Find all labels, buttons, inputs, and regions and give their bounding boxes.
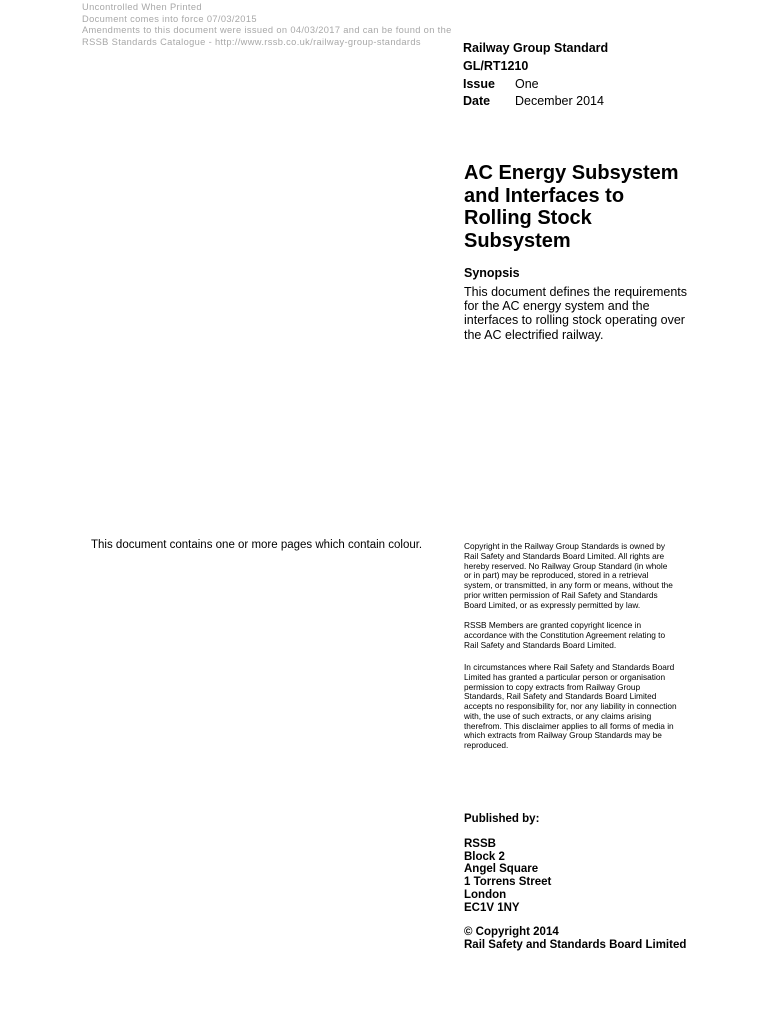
legal-line: prior written permission of Rail Safety and Standards	[464, 589, 658, 600]
document-metadata	[463, 40, 753, 111]
copyright-line: Rail Safety and Standards Board Limited	[464, 938, 687, 951]
legal-line: Rail Safety and Standards Board Limited.	[464, 639, 617, 650]
issue-label: Issue	[463, 76, 495, 91]
legal-line: RSSB Members are granted copyright licence in	[464, 620, 642, 630]
synopsis-line: for the AC energy system and the	[464, 299, 650, 314]
title-line: AC Energy Subsystem	[464, 162, 679, 184]
synopsis-text	[464, 285, 754, 342]
title-line: Rolling Stock	[464, 207, 592, 230]
synopsis-line: the AC electrified railway.	[464, 327, 604, 342]
title-line: and Interfaces to	[464, 184, 625, 207]
document-title	[464, 162, 754, 252]
legal-line: Copyright in the Railway Group Standards is owned by	[464, 541, 666, 551]
synopsis-heading: Synopsis	[464, 266, 520, 280]
licence-paragraph	[464, 621, 710, 650]
address-line: EC1V 1NY	[464, 901, 520, 914]
watermark-line: Document comes into force 07/03/2015	[82, 13, 257, 24]
legal-line: reproduced.	[464, 740, 509, 750]
title-line: Subsystem	[464, 229, 571, 252]
standard-type: Railway Group Standard	[463, 41, 609, 55]
legal-line: Board Limited, or as expressly permitted by law.	[464, 599, 641, 610]
legal-line: permission to copy extracts from Railway Group	[464, 681, 641, 692]
address-line: RSSB	[464, 838, 496, 850]
watermark-line: Uncontrolled When Printed	[82, 2, 202, 12]
disclaimer-paragraph	[464, 663, 710, 751]
legal-line: Limited has granted a particular person or organisation	[464, 671, 666, 682]
legal-line: which extracts from Railway Group Standards may be	[464, 730, 662, 741]
legal-line: hereby reserved. No Railway Group Standard (in whole	[464, 560, 668, 571]
issue-row	[463, 76, 753, 94]
synopsis-line: interfaces to rolling stock operating over	[464, 313, 685, 328]
legal-line: or in part) may be reproduced, stored in a retrieval	[464, 570, 649, 581]
legal-line: Standards, Rail Safety and Standards Board Limited	[464, 691, 657, 702]
legal-line: with, the use of such extracts, or any claims arising	[464, 710, 652, 721]
address-line: Block 2	[464, 850, 505, 863]
uncontrolled-watermark	[82, 2, 482, 48]
address-line: Angel Square	[464, 863, 539, 876]
date-label: Date	[463, 94, 491, 109]
date-value: December 2014	[515, 94, 604, 109]
document-code: GL/RT1210	[463, 58, 529, 73]
issue-value: One	[515, 76, 539, 91]
legal-line: system, or transmitted, in any form or means, without the	[464, 580, 673, 590]
synopsis-line: This document defines the requirements	[464, 285, 688, 299]
legal-line: In circumstances where Rail Safety and Standards Board	[464, 662, 675, 672]
legal-line: therefrom. This disclaimer applies to all forms of media in	[464, 720, 674, 731]
copyright-notice	[464, 926, 754, 951]
copyright-paragraph	[464, 542, 710, 610]
copyright-line: © Copyright 2014	[464, 926, 559, 938]
legal-line: Rail Safety and Standards Board Limited. All rights are	[464, 550, 665, 561]
published-by-heading: Published by:	[464, 813, 540, 825]
colour-notice: This document contains one or more pages which contain colour.	[91, 539, 423, 551]
watermark-line: RSSB Standards Catalogue - http://www.rssb.co.uk/railway-group-standards	[82, 36, 421, 47]
date-row	[463, 93, 753, 111]
watermark-line: Amendments to this document were issued on 04/03/2017 and can be found on the	[82, 25, 452, 36]
address-line: 1 Torrens Street	[464, 876, 552, 889]
legal-line: accordance with the Constitution Agreement relating to	[464, 629, 666, 640]
publisher-address	[464, 838, 754, 914]
address-line: London	[464, 888, 507, 901]
legal-line: accepts no responsibility for, nor any liability in connection	[464, 701, 677, 711]
